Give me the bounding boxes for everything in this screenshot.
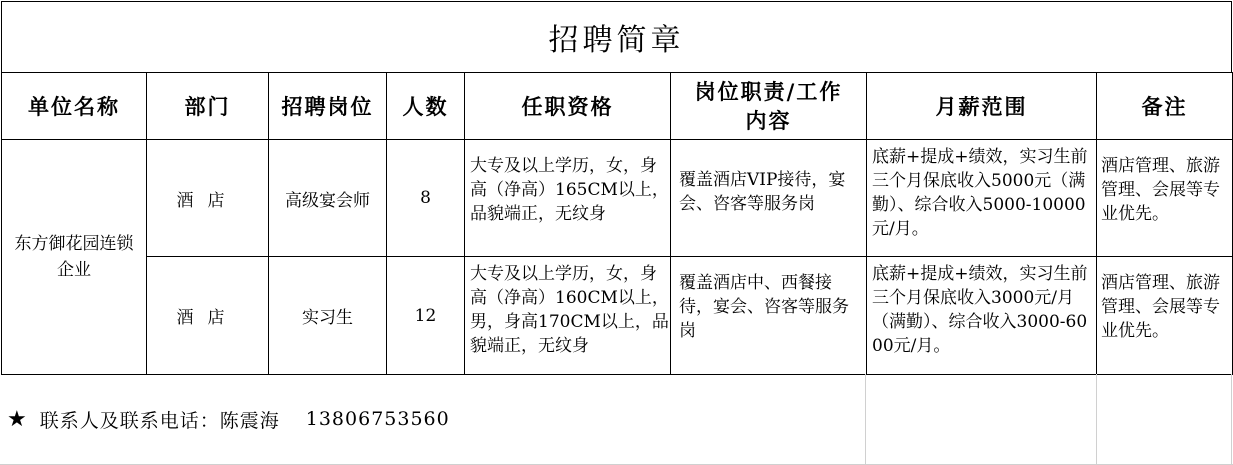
header-qualification: 任职资格 xyxy=(465,73,671,140)
position-cell: 高级宴会师 xyxy=(269,140,387,257)
duty-cell: 覆盖酒店VIP接待，宴会、咨客等服务岗 xyxy=(671,140,867,257)
salary-cell: 底薪+提成+绩效，实习生前三个月保底收入5000元（满勤）、综合收入5000-10000元/月。 xyxy=(867,140,1097,257)
remark-cell: 酒店管理、旅游管理、会展等专业优先。 xyxy=(1097,140,1233,257)
header-position: 招聘岗位 xyxy=(269,73,387,140)
grid-line xyxy=(1231,374,1232,465)
count-cell: 12 xyxy=(387,257,465,375)
star-icon: ★ xyxy=(7,406,28,432)
table-row xyxy=(2,140,1233,257)
position-cell: 实习生 xyxy=(269,257,387,375)
unit-name-cell: 东方御花园连锁企业 xyxy=(2,140,147,375)
contact-phone: 13806753560 xyxy=(305,408,450,430)
header-dept: 部门 xyxy=(147,73,269,140)
duty-cell: 覆盖酒店中、西餐接待，宴会、咨客等服务岗 xyxy=(671,257,867,375)
header-salary: 月薪范围 xyxy=(867,73,1097,140)
header-unit: 单位名称 xyxy=(2,73,147,140)
table-row xyxy=(2,257,1233,375)
count-cell: 8 xyxy=(387,140,465,257)
recruitment-table xyxy=(1,72,1233,375)
grid-line xyxy=(1096,374,1097,465)
contact-line xyxy=(1,374,865,464)
salary-cell: 底薪+提成+绩效，实习生前三个月保底收入3000元/月（满勤）、综合收入3000-6000元/月。 xyxy=(867,257,1097,375)
contact-label: 联系人及联系电话：陈震海 xyxy=(39,409,280,432)
header-remark: 备注 xyxy=(1097,73,1233,140)
page-title: 招聘简章 xyxy=(1,1,1232,73)
grid-line xyxy=(865,374,866,465)
dept-cell: 酒店 xyxy=(147,140,269,257)
header-row xyxy=(2,73,1233,140)
qualification-cell: 大专及以上学历，女，身高（净高）160CM以上，男，身高170CM以上，品貌端正，无纹身 xyxy=(465,257,671,375)
header-duty: 岗位职责/工作内容 xyxy=(671,73,867,140)
qualification-cell: 大专及以上学历，女，身高（净高）165CM以上，品貌端正，无纹身 xyxy=(465,140,671,257)
remark-cell: 酒店管理、旅游管理、会展等专业优先。 xyxy=(1097,257,1233,375)
header-count: 人数 xyxy=(387,73,465,140)
dept-cell: 酒店 xyxy=(147,257,269,375)
